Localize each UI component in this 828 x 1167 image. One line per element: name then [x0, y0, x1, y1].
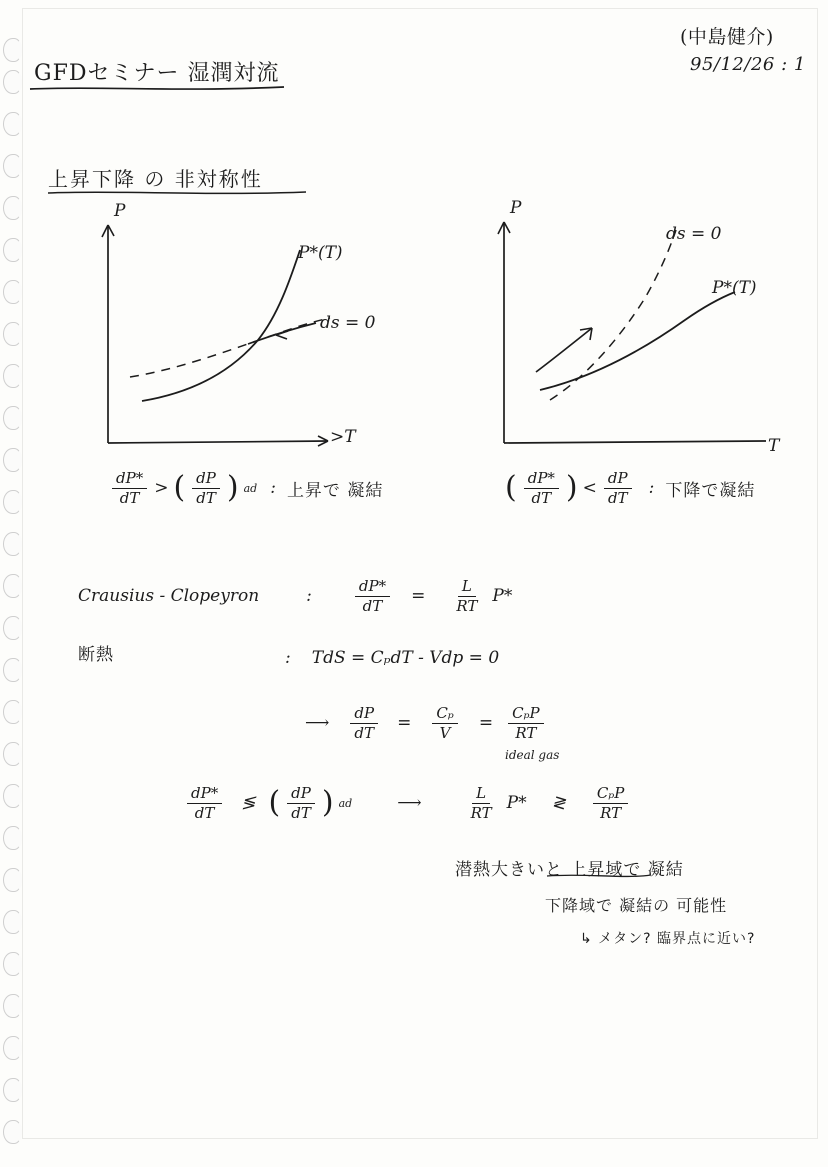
frac-dpstar-dt: $\frac{dP*}{dT}$	[524, 470, 559, 507]
arrow: ⟶	[305, 713, 330, 734]
relation-sign: ≶	[241, 793, 256, 814]
binding-hole	[3, 322, 22, 346]
equation-tds	[285, 648, 499, 668]
binding-hole	[3, 364, 22, 388]
clausius-label: Crausius - Clopeyron	[78, 586, 260, 607]
binding-hole	[3, 196, 22, 220]
equation-clausius-clapeyron	[78, 578, 512, 615]
note-line-2: 下降域で 凝結の 可能性	[545, 896, 728, 915]
paren-close: )	[226, 470, 239, 506]
note-line-3: ↳ メタン? 臨界点に近い?	[580, 931, 756, 947]
binding-hole	[3, 952, 22, 976]
frac-dp-dt: $\frac{dP}{dT}$	[604, 470, 632, 507]
binding-hole	[3, 70, 22, 94]
equation-dpdt	[305, 705, 546, 742]
binding-hole	[3, 574, 22, 598]
graph-right-adiabat-label: ds = 0	[666, 224, 722, 244]
binding-hole	[3, 910, 22, 934]
binding-hole	[3, 784, 22, 808]
title-underline	[28, 84, 288, 94]
binding-hole	[3, 826, 22, 850]
binding-hole	[3, 1078, 22, 1102]
binding-hole	[3, 112, 22, 136]
graph-left-adiabat-label: ds = 0	[320, 313, 376, 333]
binding-hole	[3, 238, 22, 262]
tds-expression: TdS = CₚdT - Vdp = 0	[311, 648, 500, 668]
graph-right-y-axis-label: P	[510, 198, 522, 218]
graph-left-saturation-label: P*(T)	[298, 243, 343, 263]
graph-left-y-axis-label: P	[114, 201, 126, 221]
binding-hole	[3, 280, 22, 304]
binding-hole	[3, 406, 22, 430]
adiabatic-label: 断熱	[78, 645, 114, 665]
relation-sign-2: ≷	[551, 793, 566, 814]
paren-open: (	[505, 470, 517, 506]
frac-l-rt: $\frac{L}{RT}$	[470, 784, 492, 822]
graph-left-x-axis-label: >T	[330, 427, 356, 447]
binding-hole	[3, 490, 22, 514]
binding-hole	[3, 1036, 22, 1060]
frac-cpp-rt: $\frac{\text{CₚP}}{RT}$	[508, 705, 544, 742]
right-case-conclusion: 下降で凝結	[665, 480, 756, 501]
equals-sign-2: =	[478, 713, 494, 734]
colon: :	[270, 478, 276, 499]
binding-hole	[3, 658, 22, 682]
left-case-conclusion: 上昇で 凝結	[286, 480, 384, 501]
arrow: ⟶	[397, 793, 422, 814]
pstar-term: P*	[506, 793, 527, 814]
relation-sign: <	[582, 478, 597, 499]
pstar-term: P*	[492, 586, 513, 607]
section-underline	[46, 188, 311, 198]
equation-inequality	[185, 785, 630, 822]
binding-hole	[3, 448, 22, 472]
binding-hole	[3, 38, 22, 62]
subscript-ad: ad	[243, 481, 258, 495]
note-line-1: 潜熱大きいと 上昇域で 凝結	[455, 860, 684, 880]
frac-l-rt: $\frac{L}{RT}$	[456, 577, 478, 615]
paren-open: (	[268, 785, 281, 821]
page-date: 95/12/26 : 1	[690, 54, 806, 75]
colon: :	[648, 478, 655, 499]
relation-sign: >	[154, 478, 169, 499]
frac-dpstar-dt: $\frac{dP*}{dT}$	[187, 785, 222, 822]
binding-hole	[3, 616, 22, 640]
binding-hole	[3, 994, 22, 1018]
colon: :	[285, 648, 291, 668]
equation-left-case	[110, 470, 383, 507]
paren-close: )	[321, 785, 334, 821]
binding-hole	[3, 868, 22, 892]
paren-open: (	[173, 470, 186, 506]
frac-cp-v: $\frac{\text{Cₚ}}{V}$	[432, 705, 457, 742]
binding-hole	[3, 742, 22, 766]
paren-close: )	[565, 470, 578, 506]
frac-dp-dt: $\frac{dP}{dT}$	[350, 705, 378, 742]
equals-sign: =	[397, 713, 412, 734]
frac-dpstar-dt: $\frac{dP*}{dT}$	[112, 470, 147, 507]
binding-hole	[3, 154, 22, 178]
note-underline	[545, 872, 655, 881]
binding-hole	[3, 532, 22, 556]
frac-cpp-rt: $\frac{\text{CₚP}}{RT}$	[593, 785, 629, 822]
binding-hole	[3, 700, 22, 724]
colon: :	[306, 586, 312, 607]
section-heading: 上昇下降 の 非対称性	[48, 167, 263, 191]
equals-sign: =	[411, 586, 426, 607]
graph-left	[80, 201, 400, 455]
equation-right-case	[505, 470, 755, 507]
graph-right	[480, 200, 800, 455]
subscript-ad: ad	[338, 796, 353, 810]
graph-right-x-axis-label: T	[768, 436, 780, 456]
binding-hole	[3, 1120, 22, 1144]
frac-dpstar-dt: $\frac{dP*}{dT}$	[355, 578, 390, 615]
page-title: GFDセミナー 湿潤対流	[34, 61, 280, 86]
author-name: (中島健介)	[680, 26, 774, 48]
graph-right-saturation-label: P*(T)	[712, 278, 757, 298]
frac-dp-dt: $\frac{dP}{dT}$	[287, 785, 315, 822]
ideal-gas-note: ideal gas	[505, 748, 560, 762]
frac-dp-dt: $\frac{dP}{dT}$	[192, 470, 220, 507]
